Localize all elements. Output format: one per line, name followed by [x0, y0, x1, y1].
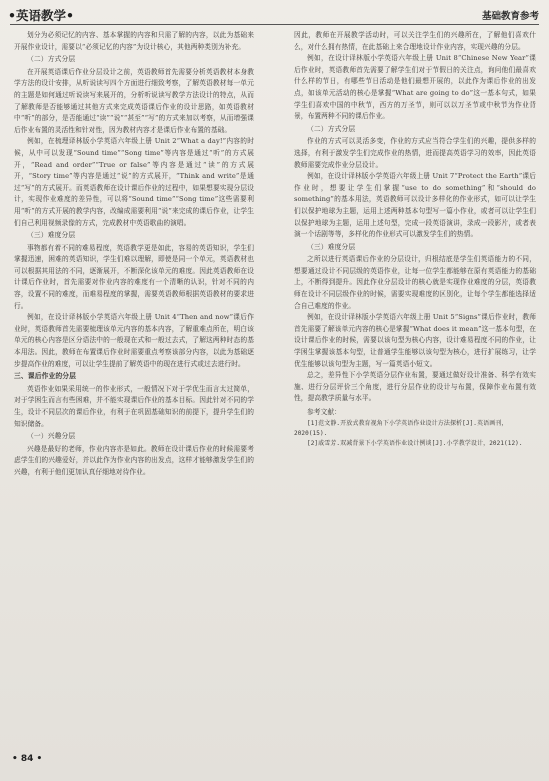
page-header — [0, 0, 549, 22]
paragraph: 因此，教师在开展教学活动时，可以关注学生们的兴趣所在，了解他们喜欢什么，对什么拥有热情，在此基础上来合理地设计作业内容，实现兴趣的分层。 — [294, 31, 536, 51]
paragraph: 事物都有着不同的难易程度，英语教学更是如此，容易的英语知识，学生们掌握迅速，困难的英语知识，学生们难以理解，即使是同一个单元，英语教材也可以根据其用法的不同，逐渐展开，不断深化该单元的难度。因此英语教师在设计课后作业时，首先需要对作业内容的难度有一个清晰的认识，针对不同的内容，设置不同的难度，而难易程度的掌握，需要英语教师根据英语教材的要求进行。 — [14, 243, 254, 310]
paragraph: 例如，在梳理译林版小学英语六年级上册 Unit 2“What a day!”内容的时候，从中可以发现“Sound time”“Song time”等内容是通过“听”的方式展开，“Read and order”“True or false”等内容是通过“读”的方式展开，“Story time”等内容是通过“说”的方式展开，“Think and write”是通过“写”的方式展开。而英语教师在设计课后作业的过程中，如果想要实现分层设计，实现作业难度的差异性，可以将“Sound time”“Song time”这些需要利用“听”的方式开展的教学内容，改编成需要利用“说”来完成的课后作业，让学生们自己利用视频录像的方式，完成教材中英语歌曲的演唱。 — [14, 137, 254, 227]
section-heading: （一）兴趣分层 — [27, 432, 76, 441]
references-heading: 参考文献： — [307, 408, 341, 416]
paragraph: 例如，在设计译林版小学英语六年级上册 Unit 5“Signs”课后作业时，教师首先需要了解该单元内容的核心是掌握“What does it mean”这一基本句型，在设计课后作业的时候，需要以该句型为核心内容，设计难易程度不同的作业，让学困生掌握该基本句型，让普通学生能够以该句型为核心，进行扩展练习，让学优生能够以该句型为主题，写一篇英语小短文。 — [294, 313, 536, 368]
header-divider — [10, 24, 539, 25]
left-text-column — [14, 30, 254, 479]
journal-section-title: •英语教学• — [8, 8, 74, 23]
paragraph: 兴趣是最好的老师，作业内容亦是如此。教师在设计课后作业的时候需要考虑学生们的兴趣爱好，并以此作为作业内容的出发点，这样才能够激发学生们的兴趣，有利于他们更加认真仔细地对待作业。 — [14, 444, 254, 476]
section-heading: （三）难度分层 — [27, 231, 76, 240]
paragraph: 例如，在设计译林版小学英语六年级上册 Unit 4“Then and now”课后作业时，英语教师首先需要梳理该单元内容的基本内容，了解重难点所在，明白该单元的核心内容是区分语法中的一般现在式和一般过去式，了解这两种时态的基本用法。因此，教师在布置课后作业时需要重点考察该部分内容，以此为基础逐步提高作业的难度，可以让学生提前了解英语中的现在进行式或过去进行时。 — [14, 313, 254, 368]
right-text-column — [294, 30, 536, 450]
section-heading: （二）方式分层 — [307, 124, 356, 133]
paragraph: 总之，差异性下小学英语分层作业布置，要通过做好设计准备、科学有效实施、进行分层评价三个角度，进行分层作业的设计与布置，保障作业布置有效性，提高教学质量与水平。 — [294, 371, 536, 403]
paragraph: 作业的方式可以灵活多变，作业的方式应当符合学生们的兴趣，提供多样的选择，有利于激发学生们完成作业的热情，进而提高英语学习的效率，因此英语教师需要完成作业分层设计。 — [294, 137, 536, 169]
paragraph: 英语作业如果采用统一的作业形式，一般情况下对于学优生而言太过简单，对于学困生而言有些困难，并不能实现课后作业的基本目标。因此针对不同的学生，设计不同层次的课后作业，有利于在巩固基础知识的前提下，提升学生们的知识储备。 — [14, 384, 254, 428]
paragraph: 之所以进行英语课后作业的分层设计，归根结底是学生们英语能力的不同，想要通过设计不同层级的英语作业，让每一位学生都能够在原有英语能力的基础上，不断得到提升。因此作业分层设计的核心就是实现作业难度的分层，英语教师在设计不同层级作业的时候，需要实现难度的区别化，让每个学生都能选择适合自己难度的作业。 — [294, 255, 536, 310]
paragraph: 例如，在设计译林版小学英语六年级上册 Unit 7“Protect the Earth”课后作业时，想要让学生们掌握“use to do something”和“should do something”的基本用法，英语教师可以设计多样化的作业形式，如可以让学生们以保护地球为主题，运用上述两种基本句型写一篇小作业，或者可以让学生们以保护地球为主题，运用上述句型，完成一段英语演讲，录成一段影片，或者表演一个话剧等等，多样化的作业形式可以激发学生们的热情。 — [294, 172, 536, 239]
reference-entry: [1]范文静.开放式教育视角下小学英语作业设计方法探析[J].英语画刊，2020(15). — [294, 419, 508, 437]
journal-name: 基础教育参考 — [481, 11, 539, 22]
section-heading: （三）难度分层 — [307, 242, 356, 251]
paragraph: 划分为必须记忆的内容、基本掌握的内容和只需了解的内容，以此为基础来开展作业设计，需要以“必须记忆的内容”为设计核心，其他两种类别为补充。 — [14, 31, 254, 51]
paragraph: 在开展英语课后作业分层设计之前，英语教师首先需要分析英语教材本身教学方法的设计安排，从听说读写四个方面进行细致考察，了解英语教材每一单元的主题是如何通过听说读写来展开的，分析听说读写教学方法设计的特点，从而了解教师是否能够通过其他方式来完成英语课后作业的设计思路，如英语教材中“听”的部分，是否能通过“读”“说”“甚至”“写”的方式来加以考察，从而增强课后作业布置的灵活性和针对性，因为教材内容才是课后作业布置的基础。 — [14, 67, 254, 134]
paragraph: 例如，在设计译林版小学英语六年级上册 Unit 8“Chinese New Year”课后作业时，英语教师首先需要了解学生们对于节假日的关注点，询问他们最喜欢什么样的节日，有哪些节日活动是他们最想开展的，以此作为课后作业的出发点，如该单元活动的核心是掌握“What are going to do”这一基本句式，如果学生们喜欢中国的中秋节，西方的万圣节，则可以以万圣节或中秋节为作业背景，布置两种不同的课后作业。 — [294, 54, 536, 121]
section-heading: （二）方式分层 — [27, 55, 76, 64]
reference-entry: [2]戚雪芳.双减背景下小学英语作业设计例谈[J].小学教学设计，2021(12). — [307, 440, 523, 448]
section-heading: 三、课后作业的分层 — [14, 372, 77, 381]
page-number: • 84 • — [12, 754, 43, 764]
